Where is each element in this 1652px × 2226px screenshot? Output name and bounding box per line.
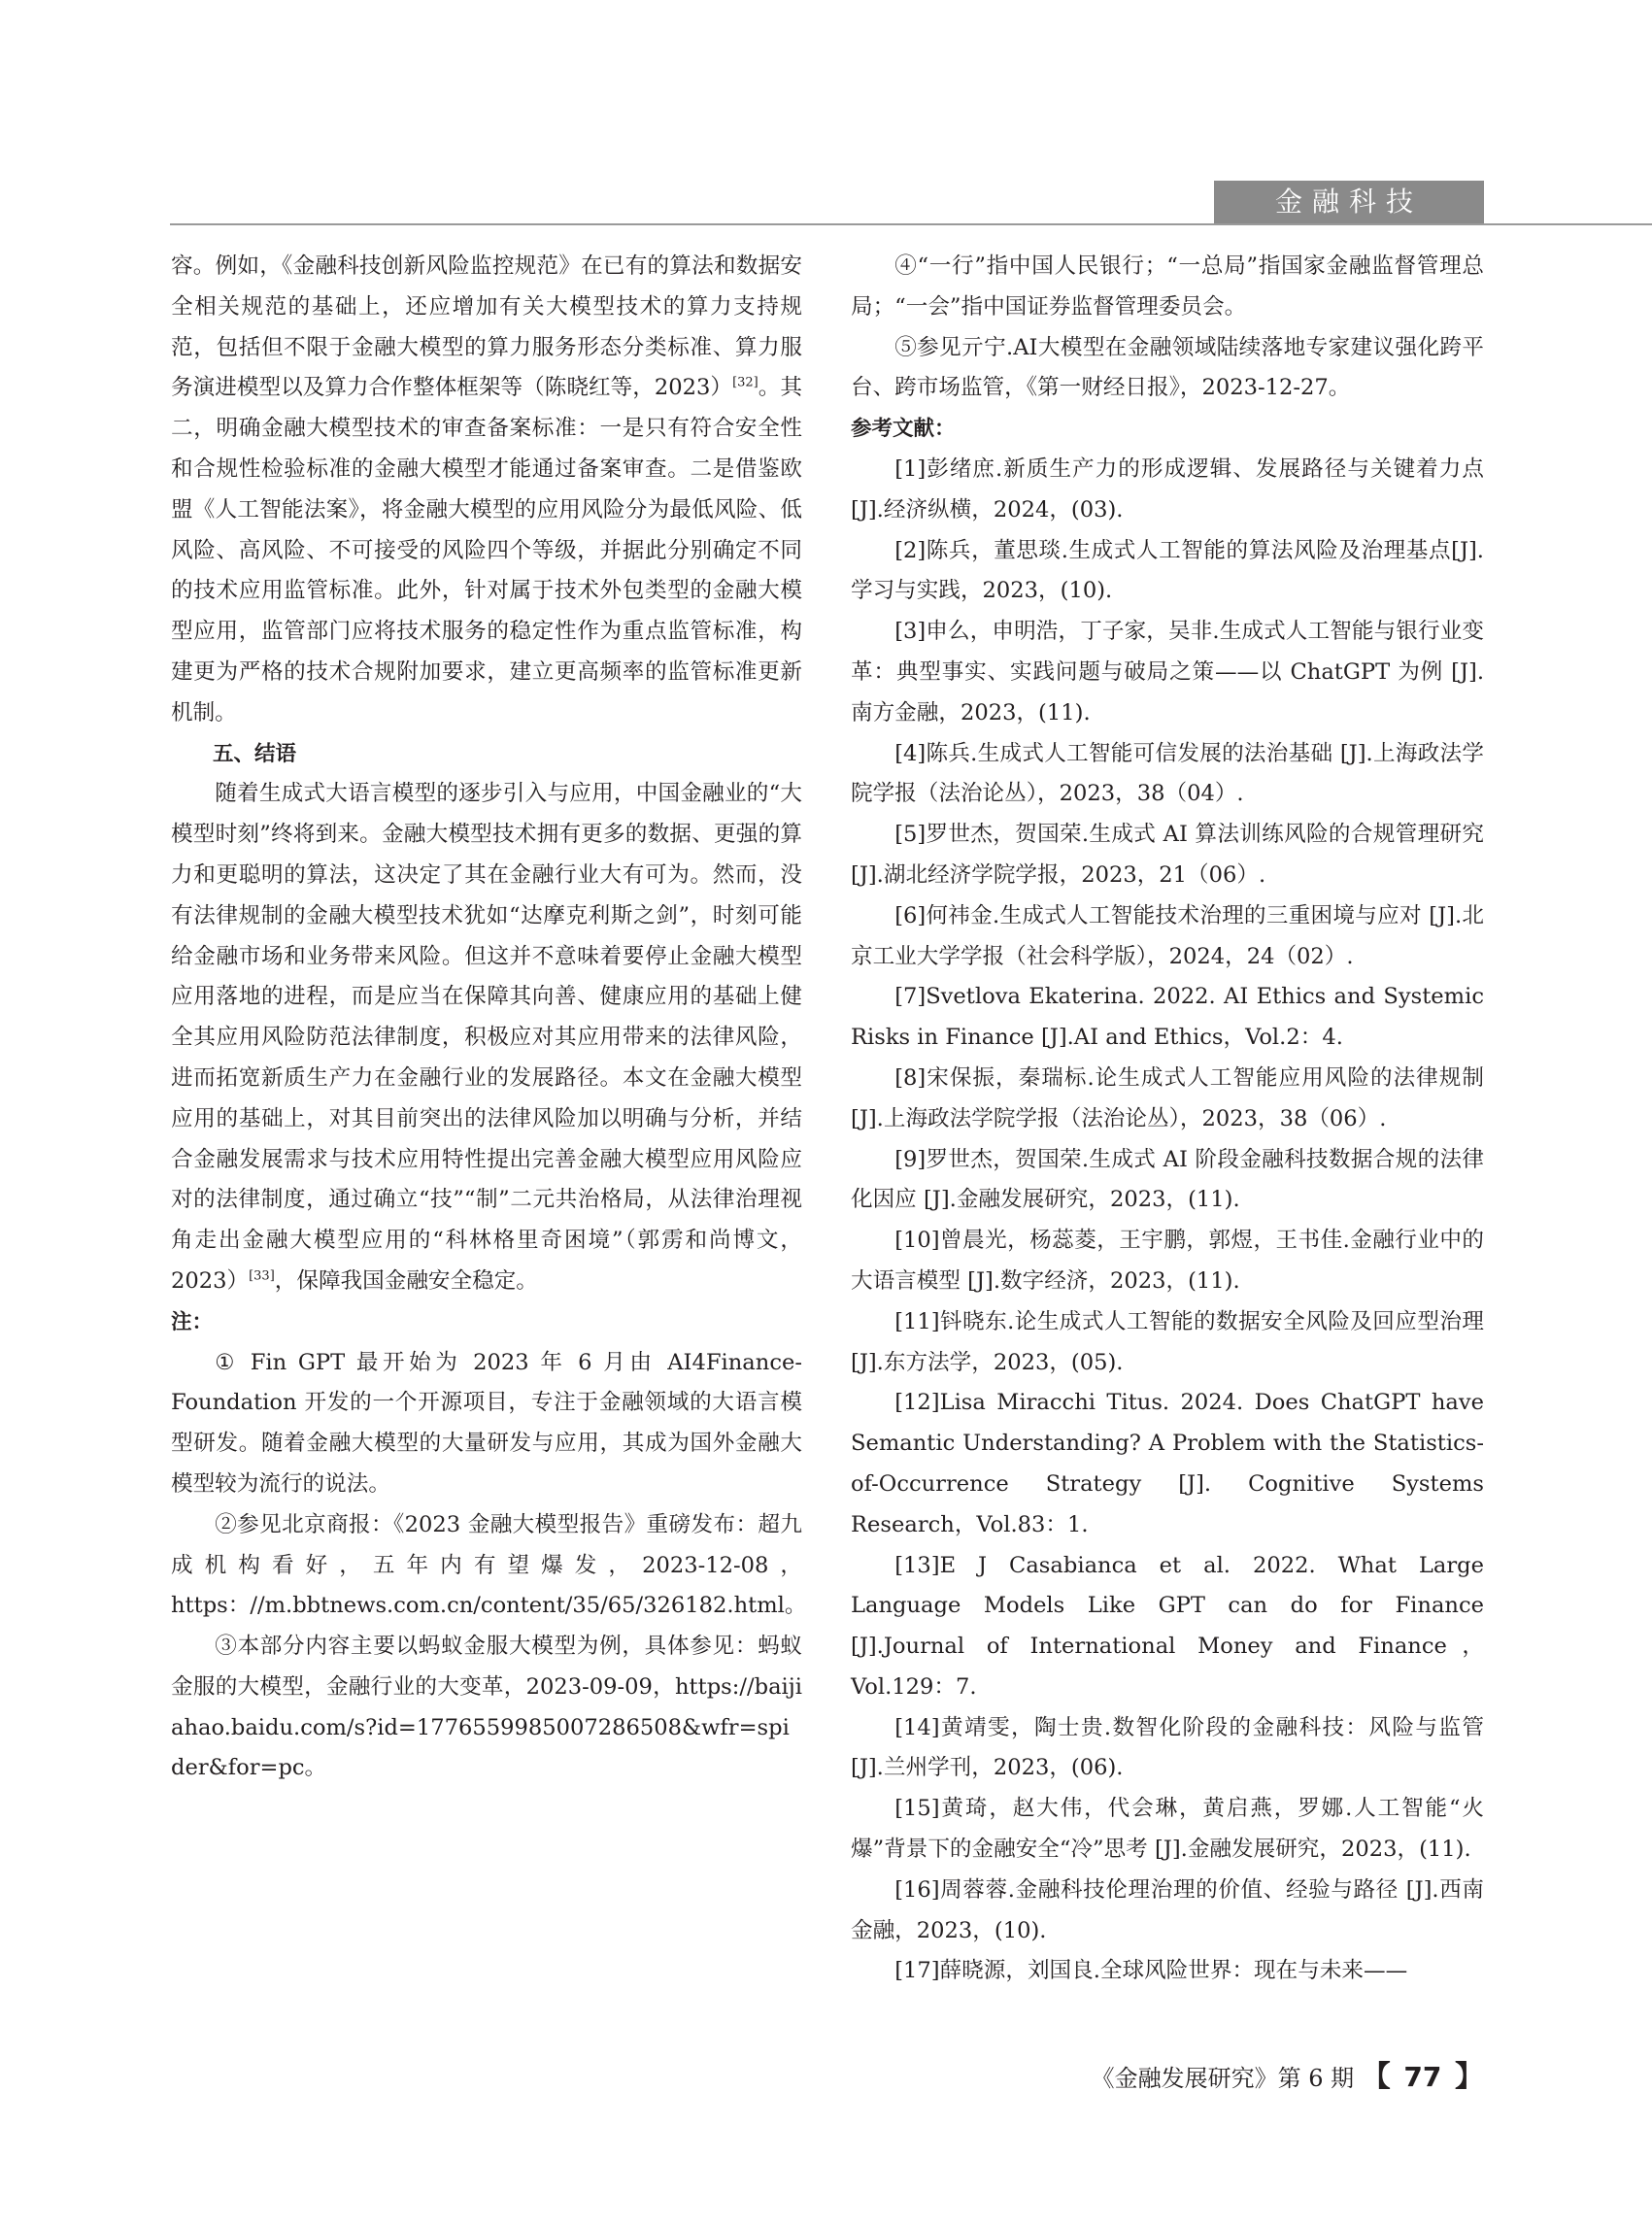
journal-issue: 《金融发展研究》第 6 期 — [1091, 2065, 1355, 2092]
references-heading: 参考文献： — [851, 417, 956, 442]
reference-item: [14]黄靖雯，陶士贵.数智化阶段的金融科技：风险与监管 [J].兰州学刊，2023，(06). — [851, 1714, 1484, 1781]
bracket-close: 】 — [1455, 2060, 1484, 2094]
reference-item: [17]薛晓源，刘国良.全球风险世界：现在与未来—— — [894, 1958, 1408, 1984]
reference-item: [1]彭绪庶.新质生产力的形成逻辑、发展路径与关键着力点 [J].经济纵横，2024，(03). — [851, 455, 1484, 523]
header-rule — [170, 223, 1652, 225]
paragraph-text: 。其二，明确金融大模型技术的审查备案标准：一是只有符合安全性和合规性检验标准的金融大模型才能通过备案审查。二是借鉴欧盟《人工智能法案》，将金融大模型的应用风险分为最低风险、低风险、高风险、不可接受的风险四个等级，并据此分别确定不同的技术应用监管标准。此外，针对属于技术外包类型的金融大模型应用，监管部门应将技术服务的稳定性作为重点监管标准，构建更为严格的技术合规附加要求，建立更高频率的监管标准更新机制。 — [171, 375, 803, 725]
reference-item: [12]Lisa Miracchi Titus. 2024. Does ChatGPT have Semantic Understanding? A Problem with the Statistics-of-Occurrence Strategy [J]. Cognitive Systems Research，Vol.83：1. — [851, 1390, 1484, 1537]
citation: [32] — [732, 375, 759, 390]
reference-item: [4]陈兵.生成式人工智能可信发展的法治基础 [J].上海政法学院学报（法治论丛），2023，38（04）. — [851, 740, 1484, 807]
page-footer — [1092, 2057, 1484, 2098]
reference-item: [10]曾晨光，杨蕊菱，王宇鹏，郭煜，王书佳.金融行业中的大语言模型 [J].数字经济，2023，(11). — [851, 1228, 1484, 1294]
reference-item: [7]Svetlova Ekaterina. 2022. AI Ethics and Systemic Risks in Finance [J].AI and Ethics，Vol.2：4. — [851, 984, 1484, 1051]
reference-item: [16]周蓉蓉.金融科技伦理治理的价值、经验与路径 [J].西南金融，2023，(10). — [851, 1876, 1484, 1943]
reference-item: [3]申么，申明浩，丁子家，吴非.生成式人工智能与银行业变革：典型事实、实践问题与破局之策——以 ChatGPT 为例 [J].南方金融，2023，(11). — [851, 619, 1484, 725]
paragraph-text: ，保障我国金融安全稳定。 — [274, 1267, 538, 1294]
right-column — [851, 247, 1484, 1992]
section-tab: 金融科技 — [1214, 181, 1484, 223]
reference-item: [13]E J Casabianca et al. 2022. What Large Language Models Like GPT can do for Finance [J].Journal of International Money and Finance，Vol.129：7. — [851, 1552, 1484, 1700]
paragraph — [171, 247, 802, 734]
reference-item: [15]黄琦，赵大伟，代会琳，黄启燕，罗娜.人工智能“火爆”背景下的金融安全“冷”思考 [J].金融发展研究，2023，(11). — [851, 1796, 1484, 1863]
reference-item: [2]陈兵，董思琰.生成式人工智能的算法风险及治理基点[J].学习与实践，2023，(10). — [851, 537, 1484, 604]
section-heading: 五、结语 — [213, 741, 297, 766]
paragraph-text: 随着生成式大语言模型的逐步引入与应用，中国金融业的“大模型时刻”终将到来。金融大模型技术拥有更多的数据、更强的算力和更聪明的算法，这决定了其在金融行业大有可为。然而，没有法律规制的金融大模型技术犹如“达摩克利斯之剑”，时刻可能给金融市场和业务带来风险。但这并不意味着要停止金融大模型应用落地的进程，而是应当在保障其向善、健康应用的基础上健全其应用风险防范法律制度，积极应对其应用带来的法律风险，进而拓宽新质生产力在金融行业的发展路径。本文在金融大模型应用的基础上，对其目前突出的法律风险加以明确与分析，并结合金融发展需求与技术应用特性提出完善金融大模型应用风险应对的法律制度，通过确立“技”“制”二元共治格局，从法律治理视角走出金融大模型应用的“科林格里奇困境”（郭雳和尚博文，2023） — [171, 781, 802, 1294]
page-number: 77 — [1403, 2061, 1442, 2093]
reference-item: [5]罗世杰，贺国荣.生成式 AI 算法训练风险的合规管理研究 [J].湖北经济学院学报，2023，21（06）. — [851, 822, 1484, 888]
reference-item: [6]何祎金.生成式人工智能技术治理的三重困境与应对 [J].北京工业大学学报（社会科学版），2024，24（02）. — [851, 902, 1484, 969]
note: ②参见北京商报：《2023 金融大模型报告》重磅发布：超九成机构看好，五年内有望爆发，2023-12-08，https：//m.bbtnews.com.cn/content/35/65/326182.html。 — [171, 1511, 807, 1619]
citation: [33] — [249, 1268, 275, 1284]
note: ⑤参见亓宁.AI大模型在金融领域陆续落地专家建议强化跨平台、跨市场监管，《第一财经日报》，2023-12-27。 — [851, 334, 1484, 401]
reference-item: [9]罗世杰，贺国荣.生成式 AI 阶段金融科技数据合规的法律化因应 [J].金融发展研究，2023，(11). — [851, 1146, 1484, 1213]
paragraph — [171, 774, 802, 1301]
bracket-open: 【 — [1361, 2060, 1391, 2094]
reference-item: [11]钭晓东.论生成式人工智能的数据安全风险及回应型治理 [J].东方法学，2023，(05). — [851, 1308, 1484, 1375]
note: ④“一行”指中国人民银行；“一总局”指国家金融监督管理总局；“一会”指中国证券监督管理委员会。 — [851, 253, 1484, 320]
reference-item: [8]宋保振，秦瑞标.论生成式人工智能应用风险的法律规制 [J].上海政法学院学报（法治论丛），2023，38（06）. — [851, 1064, 1484, 1131]
left-column — [171, 247, 807, 1789]
paragraph-text: 容。例如，《金融科技创新风险监控规范》在已有的算法和数据安全相关规范的基础上，还应增加有关大模型技术的算力支持规范，包括但不限于金融大模型的算力服务形态分类标准、算力服务演进模型以及算力合作整体框架等（陈晓红等，2023） — [171, 253, 802, 401]
note: ③本部分内容主要以蚂蚁金服大模型为例，具体参见：蚂蚁金服的大模型，金融行业的大变革，2023-09-09，https://baijiahao.baidu.com/s?id=1776559985007286508&wfr=spider&for=pc。 — [171, 1634, 802, 1781]
notes-heading: 注： — [171, 1309, 214, 1334]
note: ① Fin GPT 最开始为 2023 年 6 月由 AI4Finance-Foundation 开发的一个开源项目，专注于金融领域的大语言模型研发。随着金融大模型的大量研发与应用，其成为国外金融大模型较为流行的说法。 — [171, 1349, 802, 1497]
